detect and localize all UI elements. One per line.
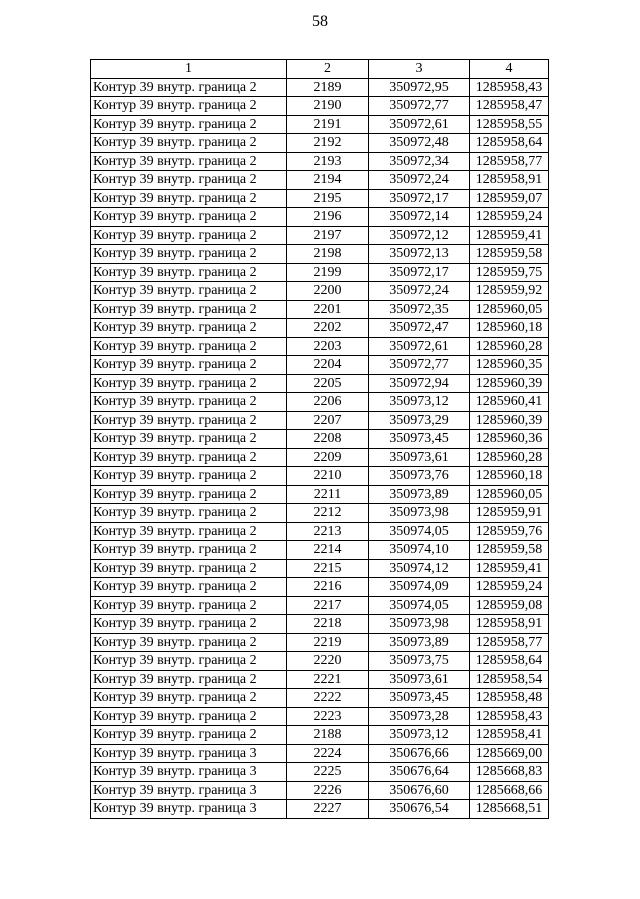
point-number-cell: 2189 (287, 78, 369, 97)
x-coordinate-cell: 350972,24 (369, 282, 470, 301)
table-row (91, 134, 549, 153)
table-row (91, 411, 549, 430)
x-coordinate-cell: 350676,54 (369, 800, 470, 819)
x-coordinate-cell: 350972,61 (369, 337, 470, 356)
point-number-cell: 2190 (287, 97, 369, 116)
table-row (91, 670, 549, 689)
table-row (91, 707, 549, 726)
y-coordinate-cell: 1285959,41 (470, 559, 549, 578)
contour-name-cell: Контур 39 внутр. граница 2 (91, 707, 287, 726)
x-coordinate-cell: 350972,95 (369, 78, 470, 97)
table-row (91, 337, 549, 356)
contour-name-cell: Контур 39 внутр. граница 2 (91, 652, 287, 671)
contour-name-cell: Контур 39 внутр. граница 3 (91, 744, 287, 763)
table-row (91, 615, 549, 634)
table-row (91, 208, 549, 227)
contour-name-cell: Контур 39 внутр. граница 2 (91, 134, 287, 153)
point-number-cell: 2227 (287, 800, 369, 819)
y-coordinate-cell: 1285960,39 (470, 411, 549, 430)
y-coordinate-cell: 1285958,43 (470, 707, 549, 726)
table-row (91, 541, 549, 560)
y-coordinate-cell: 1285960,35 (470, 356, 549, 375)
y-coordinate-cell: 1285668,66 (470, 781, 549, 800)
x-coordinate-cell: 350974,09 (369, 578, 470, 597)
table-row (91, 763, 549, 782)
x-coordinate-cell: 350972,77 (369, 97, 470, 116)
x-coordinate-cell: 350972,14 (369, 208, 470, 227)
y-coordinate-cell: 1285669,00 (470, 744, 549, 763)
x-coordinate-cell: 350973,76 (369, 467, 470, 486)
x-coordinate-cell: 350973,29 (369, 411, 470, 430)
point-number-cell: 2224 (287, 744, 369, 763)
table-row (91, 374, 549, 393)
table-row (91, 226, 549, 245)
x-coordinate-cell: 350973,45 (369, 689, 470, 708)
x-coordinate-cell: 350973,61 (369, 448, 470, 467)
point-number-cell: 2201 (287, 300, 369, 319)
table-row (91, 596, 549, 615)
y-coordinate-cell: 1285668,51 (470, 800, 549, 819)
contour-name-cell: Контур 39 внутр. граница 2 (91, 226, 287, 245)
contour-name-cell: Контур 39 внутр. граница 2 (91, 559, 287, 578)
y-coordinate-cell: 1285959,07 (470, 189, 549, 208)
contour-name-cell: Контур 39 внутр. граница 2 (91, 430, 287, 449)
point-number-cell: 2219 (287, 633, 369, 652)
contour-name-cell: Контур 39 внутр. граница 3 (91, 781, 287, 800)
point-number-cell: 2225 (287, 763, 369, 782)
point-number-cell: 2205 (287, 374, 369, 393)
point-number-cell: 2222 (287, 689, 369, 708)
contour-name-cell: Контур 39 внутр. граница 2 (91, 319, 287, 338)
x-coordinate-cell: 350972,77 (369, 356, 470, 375)
contour-name-cell: Контур 39 внутр. граница 2 (91, 78, 287, 97)
column-header-4: 4 (470, 60, 549, 79)
x-coordinate-cell: 350676,64 (369, 763, 470, 782)
x-coordinate-cell: 350972,48 (369, 134, 470, 153)
x-coordinate-cell: 350972,94 (369, 374, 470, 393)
table-row (91, 633, 549, 652)
contour-name-cell: Контур 39 внутр. граница 2 (91, 411, 287, 430)
point-number-cell: 2202 (287, 319, 369, 338)
table-row (91, 522, 549, 541)
y-coordinate-cell: 1285958,91 (470, 615, 549, 634)
point-number-cell: 2196 (287, 208, 369, 227)
point-number-cell: 2199 (287, 263, 369, 282)
y-coordinate-cell: 1285960,05 (470, 300, 549, 319)
contour-name-cell: Контур 39 внутр. граница 2 (91, 522, 287, 541)
contour-name-cell: Контур 39 внутр. граница 2 (91, 282, 287, 301)
table-row (91, 189, 549, 208)
table-row (91, 726, 549, 745)
contour-name-cell: Контур 39 внутр. граница 3 (91, 763, 287, 782)
y-coordinate-cell: 1285958,48 (470, 689, 549, 708)
contour-name-cell: Контур 39 внутр. граница 2 (91, 448, 287, 467)
x-coordinate-cell: 350973,89 (369, 485, 470, 504)
y-coordinate-cell: 1285958,64 (470, 652, 549, 671)
point-number-cell: 2211 (287, 485, 369, 504)
y-coordinate-cell: 1285959,41 (470, 226, 549, 245)
point-number-cell: 2212 (287, 504, 369, 523)
table-row (91, 448, 549, 467)
y-coordinate-cell: 1285959,24 (470, 208, 549, 227)
x-coordinate-cell: 350972,13 (369, 245, 470, 264)
coordinates-table (90, 59, 549, 819)
table-row (91, 652, 549, 671)
table-row (91, 115, 549, 134)
table-row (91, 689, 549, 708)
table-row (91, 485, 549, 504)
contour-name-cell: Контур 39 внутр. граница 2 (91, 300, 287, 319)
table-row (91, 430, 549, 449)
table-row (91, 504, 549, 523)
y-coordinate-cell: 1285959,91 (470, 504, 549, 523)
contour-name-cell: Контур 39 внутр. граница 2 (91, 504, 287, 523)
table-header (91, 60, 549, 79)
point-number-cell: 2194 (287, 171, 369, 190)
table-row (91, 559, 549, 578)
x-coordinate-cell: 350972,47 (369, 319, 470, 338)
x-coordinate-cell: 350972,34 (369, 152, 470, 171)
x-coordinate-cell: 350973,61 (369, 670, 470, 689)
table-row (91, 800, 549, 819)
header-row (91, 60, 549, 79)
y-coordinate-cell: 1285668,83 (470, 763, 549, 782)
point-number-cell: 2192 (287, 134, 369, 153)
y-coordinate-cell: 1285959,76 (470, 522, 549, 541)
point-number-cell: 2198 (287, 245, 369, 264)
point-number-cell: 2209 (287, 448, 369, 467)
point-number-cell: 2218 (287, 615, 369, 634)
y-coordinate-cell: 1285958,43 (470, 78, 549, 97)
y-coordinate-cell: 1285959,24 (470, 578, 549, 597)
table-row (91, 245, 549, 264)
page-number: 58 (312, 13, 328, 30)
contour-name-cell: Контур 39 внутр. граница 2 (91, 337, 287, 356)
table-row (91, 152, 549, 171)
point-number-cell: 2214 (287, 541, 369, 560)
y-coordinate-cell: 1285960,28 (470, 448, 549, 467)
y-coordinate-cell: 1285959,75 (470, 263, 549, 282)
x-coordinate-cell: 350973,89 (369, 633, 470, 652)
x-coordinate-cell: 350973,98 (369, 504, 470, 523)
x-coordinate-cell: 350676,60 (369, 781, 470, 800)
x-coordinate-cell: 350974,05 (369, 522, 470, 541)
point-number-cell: 2226 (287, 781, 369, 800)
x-coordinate-cell: 350973,12 (369, 726, 470, 745)
point-number-cell: 2200 (287, 282, 369, 301)
contour-name-cell: Контур 39 внутр. граница 2 (91, 670, 287, 689)
x-coordinate-cell: 350972,61 (369, 115, 470, 134)
point-number-cell: 2193 (287, 152, 369, 171)
y-coordinate-cell: 1285959,58 (470, 541, 549, 560)
table-row (91, 300, 549, 319)
x-coordinate-cell: 350676,66 (369, 744, 470, 763)
point-number-cell: 2217 (287, 596, 369, 615)
point-number-cell: 2195 (287, 189, 369, 208)
y-coordinate-cell: 1285960,39 (470, 374, 549, 393)
y-coordinate-cell: 1285959,08 (470, 596, 549, 615)
contour-name-cell: Контур 39 внутр. граница 3 (91, 800, 287, 819)
x-coordinate-cell: 350974,10 (369, 541, 470, 560)
y-coordinate-cell: 1285960,05 (470, 485, 549, 504)
table-row (91, 263, 549, 282)
table-row (91, 578, 549, 597)
point-number-cell: 2213 (287, 522, 369, 541)
point-number-cell: 2216 (287, 578, 369, 597)
y-coordinate-cell: 1285960,28 (470, 337, 549, 356)
contour-name-cell: Контур 39 внутр. граница 2 (91, 615, 287, 634)
y-coordinate-cell: 1285958,91 (470, 171, 549, 190)
contour-name-cell: Контур 39 внутр. граница 2 (91, 263, 287, 282)
contour-name-cell: Контур 39 внутр. граница 2 (91, 115, 287, 134)
contour-name-cell: Контур 39 внутр. граница 2 (91, 189, 287, 208)
x-coordinate-cell: 350973,45 (369, 430, 470, 449)
y-coordinate-cell: 1285958,55 (470, 115, 549, 134)
table-row (91, 319, 549, 338)
point-number-cell: 2206 (287, 393, 369, 412)
x-coordinate-cell: 350973,28 (369, 707, 470, 726)
contour-name-cell: Контур 39 внутр. граница 2 (91, 726, 287, 745)
point-number-cell: 2207 (287, 411, 369, 430)
point-number-cell: 2223 (287, 707, 369, 726)
x-coordinate-cell: 350972,17 (369, 189, 470, 208)
table-row (91, 282, 549, 301)
x-coordinate-cell: 350973,75 (369, 652, 470, 671)
contour-name-cell: Контур 39 внутр. граница 2 (91, 171, 287, 190)
contour-name-cell: Контур 39 внутр. граница 2 (91, 245, 287, 264)
y-coordinate-cell: 1285958,77 (470, 633, 549, 652)
table-row (91, 171, 549, 190)
y-coordinate-cell: 1285958,41 (470, 726, 549, 745)
point-number-cell: 2188 (287, 726, 369, 745)
point-number-cell: 2221 (287, 670, 369, 689)
contour-name-cell: Контур 39 внутр. граница 2 (91, 374, 287, 393)
point-number-cell: 2204 (287, 356, 369, 375)
y-coordinate-cell: 1285960,18 (470, 319, 549, 338)
contour-name-cell: Контур 39 внутр. граница 2 (91, 689, 287, 708)
contour-name-cell: Контур 39 внутр. граница 2 (91, 97, 287, 116)
y-coordinate-cell: 1285960,41 (470, 393, 549, 412)
y-coordinate-cell: 1285960,18 (470, 467, 549, 486)
point-number-cell: 2210 (287, 467, 369, 486)
y-coordinate-cell: 1285958,77 (470, 152, 549, 171)
contour-name-cell: Контур 39 внутр. граница 2 (91, 541, 287, 560)
table-body (91, 78, 549, 818)
table-row (91, 393, 549, 412)
column-header-2: 2 (287, 60, 369, 79)
x-coordinate-cell: 350973,98 (369, 615, 470, 634)
y-coordinate-cell: 1285959,92 (470, 282, 549, 301)
point-number-cell: 2215 (287, 559, 369, 578)
table-row (91, 97, 549, 116)
point-number-cell: 2208 (287, 430, 369, 449)
y-coordinate-cell: 1285958,47 (470, 97, 549, 116)
point-number-cell: 2203 (287, 337, 369, 356)
y-coordinate-cell: 1285958,54 (470, 670, 549, 689)
table-row (91, 78, 549, 97)
point-number-cell: 2197 (287, 226, 369, 245)
contour-name-cell: Контур 39 внутр. граница 2 (91, 485, 287, 504)
x-coordinate-cell: 350972,12 (369, 226, 470, 245)
y-coordinate-cell: 1285960,36 (470, 430, 549, 449)
contour-name-cell: Контур 39 внутр. граница 2 (91, 208, 287, 227)
column-header-1: 1 (91, 60, 287, 79)
contour-name-cell: Контур 39 внутр. граница 2 (91, 633, 287, 652)
y-coordinate-cell: 1285959,58 (470, 245, 549, 264)
contour-name-cell: Контур 39 внутр. граница 2 (91, 596, 287, 615)
point-number-cell: 2191 (287, 115, 369, 134)
x-coordinate-cell: 350974,05 (369, 596, 470, 615)
contour-name-cell: Контур 39 внутр. граница 2 (91, 152, 287, 171)
table-row (91, 356, 549, 375)
contour-name-cell: Контур 39 внутр. граница 2 (91, 578, 287, 597)
column-header-3: 3 (369, 60, 470, 79)
x-coordinate-cell: 350972,17 (369, 263, 470, 282)
contour-name-cell: Контур 39 внутр. граница 2 (91, 393, 287, 412)
table-row (91, 467, 549, 486)
table-row (91, 744, 549, 763)
contour-name-cell: Контур 39 внутр. граница 2 (91, 356, 287, 375)
x-coordinate-cell: 350974,12 (369, 559, 470, 578)
contour-name-cell: Контур 39 внутр. граница 2 (91, 467, 287, 486)
x-coordinate-cell: 350972,24 (369, 171, 470, 190)
y-coordinate-cell: 1285958,64 (470, 134, 549, 153)
point-number-cell: 2220 (287, 652, 369, 671)
x-coordinate-cell: 350973,12 (369, 393, 470, 412)
x-coordinate-cell: 350972,35 (369, 300, 470, 319)
table-row (91, 781, 549, 800)
